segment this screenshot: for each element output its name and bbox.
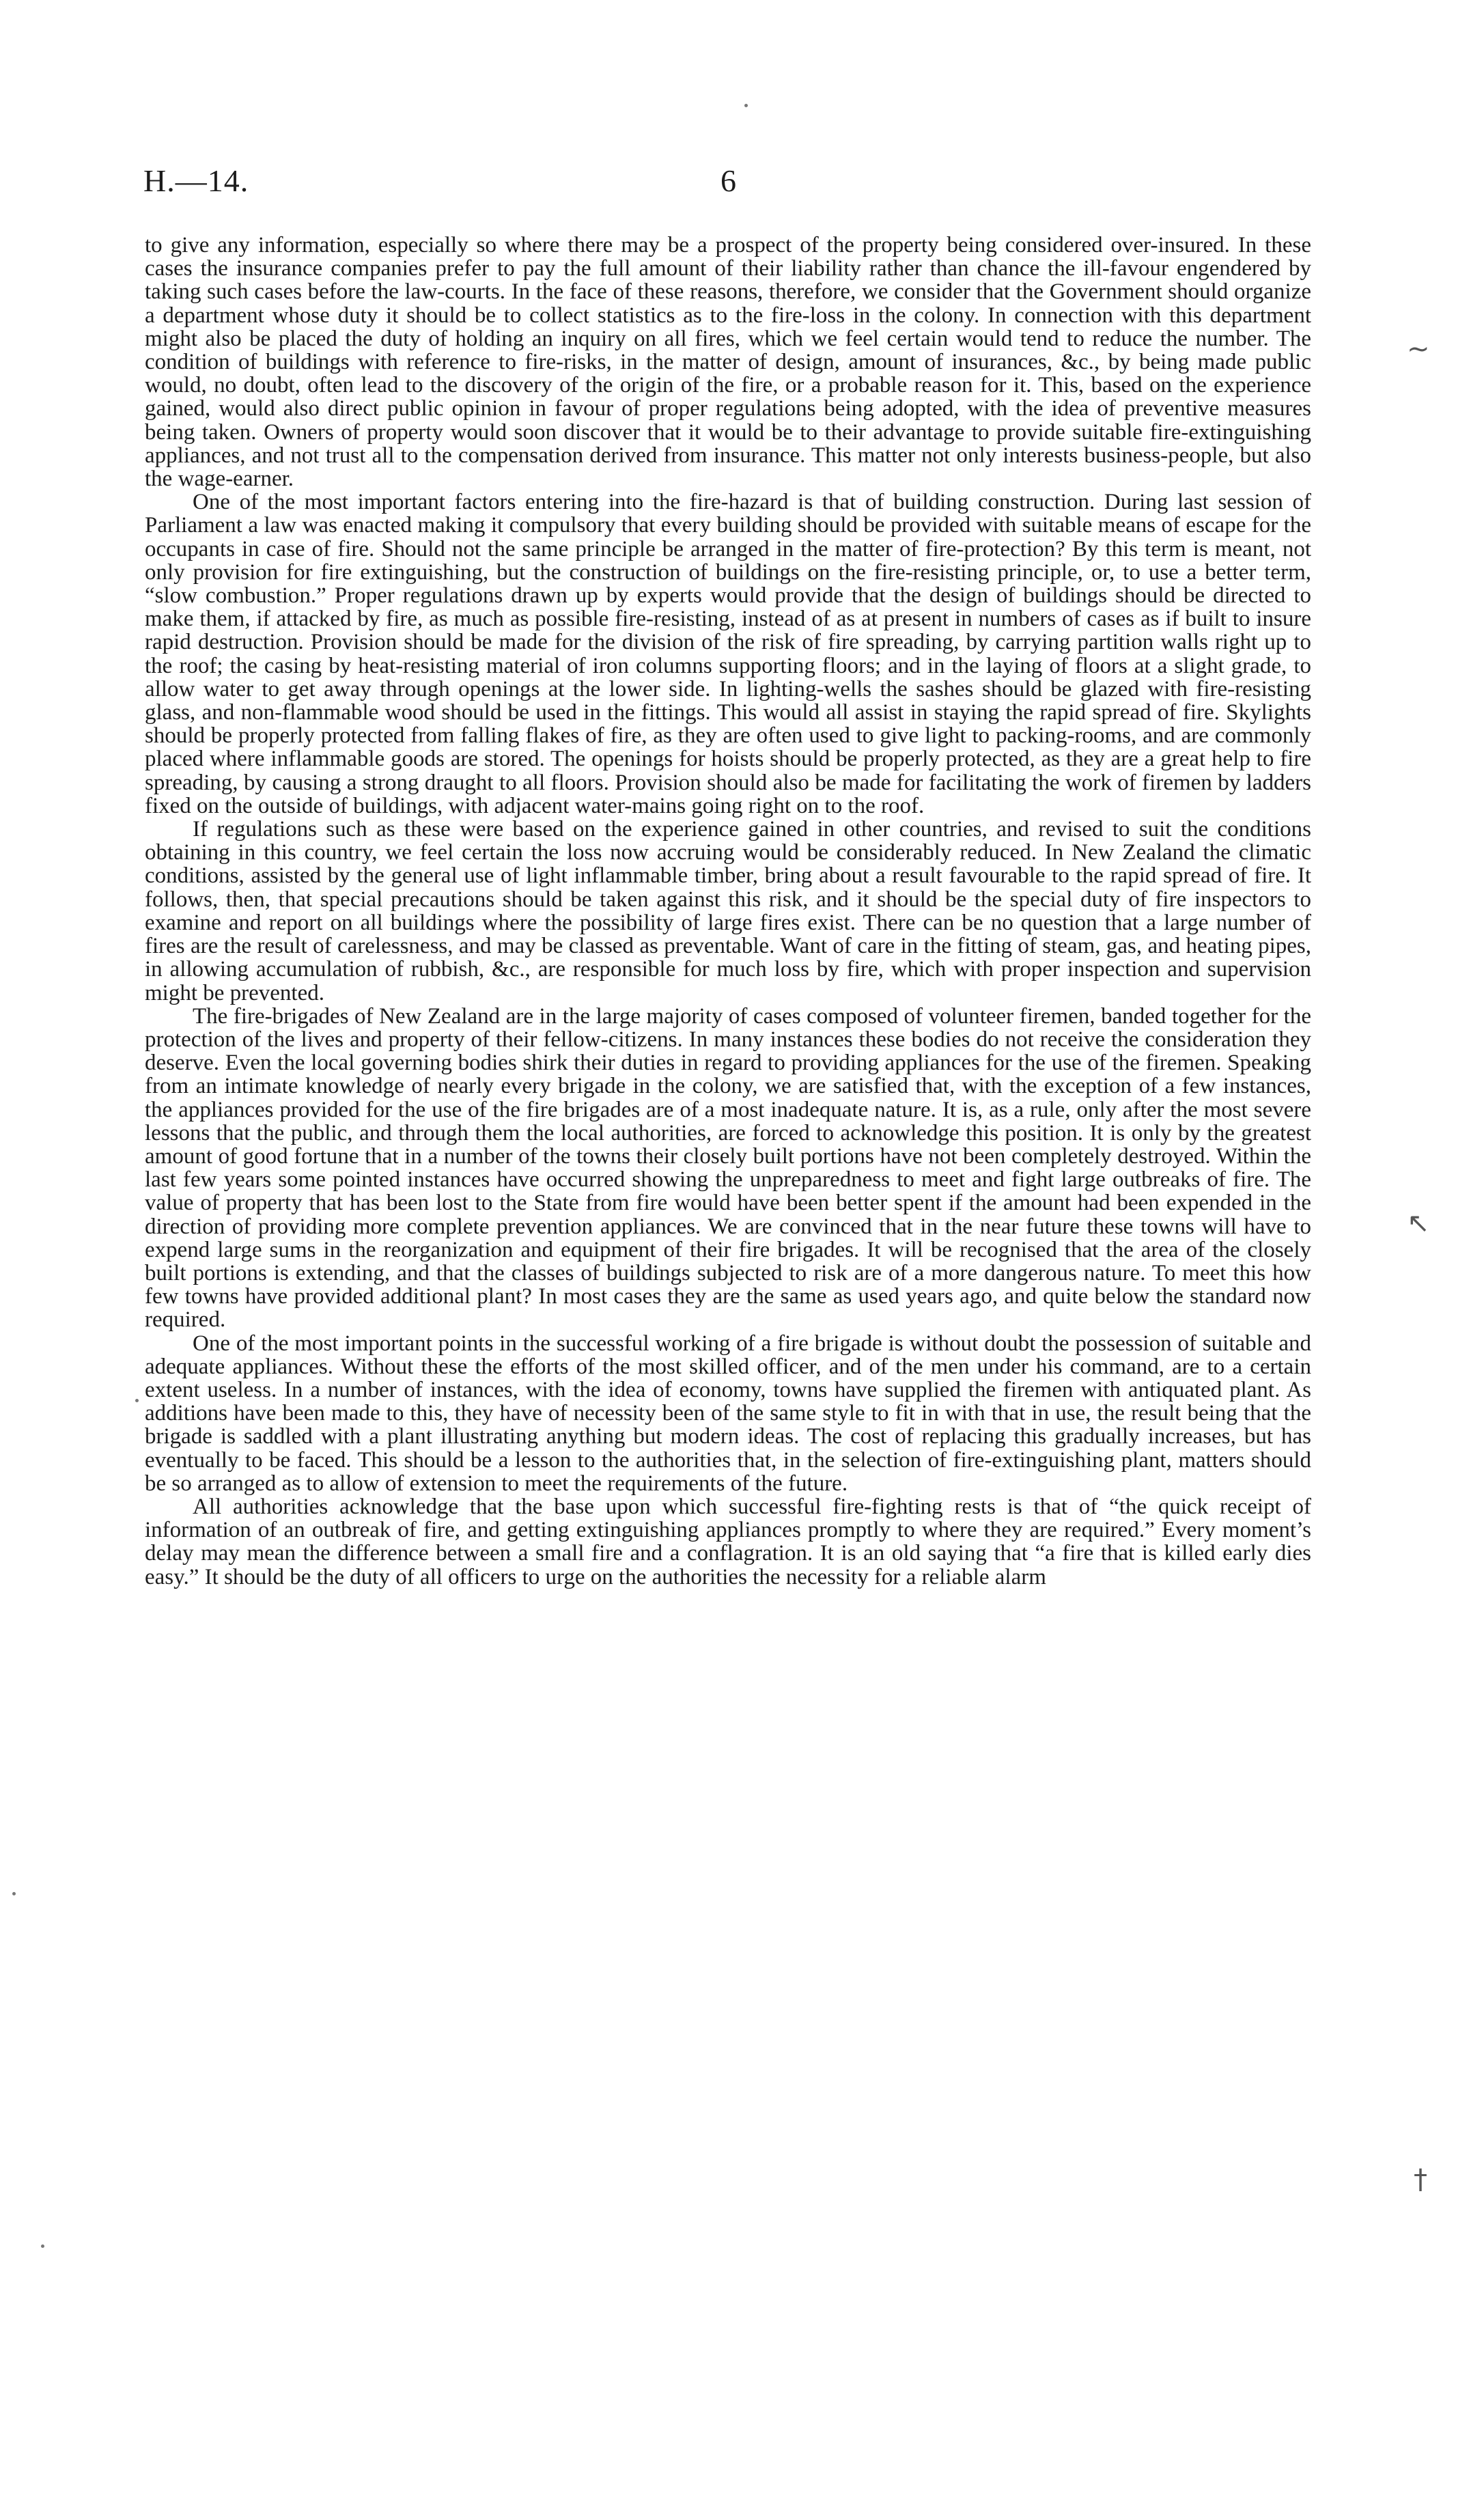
paragraph-2: One of the most important factors entering into the fire-hazard is that of building construction. During last session of Parliament a law was enacted making it compulsory that every building should be provided with suitable means of escape for the occupants in case of fire. Should not the same principle be arranged in the matter of fire-protection? By this term is meant, not only provision for fire extinguishing, but the construction of buildings on the fire-resisting principle, or, to use a better term, “slow combustion.” Proper regulations drawn up by experts would provide that the design of buildings should be directed to make them, if attacked by fire, as much as possible fire-resisting, instead of as at present in numbers of cases as if built to insure rapid destruction. Provision should be made for the division of the risk of fire spreading, by carrying partition walls right up to the roof; the casing by heat-resisting material of iron columns supporting floors; and in the laying of floors at a slight grade, to allow water to get away through openings at the lower side. In lighting-wells the sashes should be glazed with fire-resisting glass, and non-flammable wood should be used in the fittings. This would all assist in staying the rapid spread of fire. Skylights should be properly protected from falling flakes of fire, as they are often used to give light to packing-rooms, and are commonly placed where inflammable goods are stored. The openings for hoists should be properly protected, as they are a great help to fire spreading, by causing a strong draught to all floors. Provision should also be made for facilitating the work of firemen by ladders fixed on the outside of buildings, with adjacent water-mains going right on to the roof. (145, 490, 1311, 818)
speck-mark (41, 2244, 44, 2248)
margin-pencil-mark: † (1414, 2164, 1427, 2195)
body-text (145, 234, 1311, 1589)
margin-pencil-mark: ~ (1407, 333, 1430, 365)
paragraph-3: If regulations such as these were based on the experience gained in other countries, and revised to suit the conditions obtaining in this country, we feel certain the loss now accruing would be considerably reduced. In New Zealand the climatic conditions, assisted by the general use of light inflammable timber, bring about a result favourable to the rapid spread of fire. It follows, then, that special precautions should be taken against this risk, and it should be the special duty of fire inspectors to examine and report on all buildings where the possibility of large fires exist. There can be no question that a large number of fires are the result of carelessness, and may be classed as preventable. Want of care in the fitting of steam, gas, and heating pipes, in allowing accumulation of rubbish, &c., are responsible for much loss by fire, which with proper inspection and supervision might be prevented. (145, 817, 1311, 1005)
margin-pencil-mark: ↖ (1407, 1208, 1430, 1239)
page-header (143, 163, 1304, 210)
speck-mark (744, 104, 748, 107)
paragraph-1: to give any information, especially so where there may be a prospect of the property being considered over-insured. In these cases the insurance companies prefer to pay the full amount of their liability rather than chance the ill-favour engendered by taking such cases before the law-courts. In the face of these reasons, therefore, we consider that the Government should organize a department whose duty it should be to collect statistics as to the fire-loss in the colony. In connection with this department might also be placed the duty of holding an inquiry on all fires, which we feel certain would tend to reduce the number. The condition of buildings with reference to fire-risks, in the matter of design, amount of insurances, &c., by being made public would, no doubt, often lead to the discovery of the origin of the fire, or a probable reason for it. This, based on the experience gained, would also direct public opinion in favour of proper regulations being adopted, with the idea of preventive measures being taken. Owners of property would soon discover that it would be to their advantage to provide suitable fire-extinguishing appliances, and not trust all to the compensation derived from insurance. This matter not only interests business-people, but also the wage-earner. (145, 233, 1311, 492)
page-number: 6 (720, 163, 736, 198)
paragraph-6: All authorities acknowledge that the base upon which successful fire-fighting rests is that of “the quick receipt of information of an outbreak of fire, and getting extinguishing appliances promptly to where they are required.” Every moment’s delay may mean the difference between a small fire and a conflagration. It is an old saying that “a fire that is killed early dies easy.” It should be the duty of all officers to urge on the authorities the necessity for a reliable alarm (145, 1494, 1311, 1589)
paragraph-5: One of the most important points in the successful working of a fire brigade is without doubt the possession of suitable and adequate appliances. Without these the efforts of the most skilled officer, and of the men under his command, are to a certain extent useless. In a number of instances, with the idea of economy, towns have supplied the firemen with antiquated plant. As additions have been made to this, they have of necessity been of the same style to fit in with that in use, the result being that the brigade is saddled with a plant illustrating anything but modern ideas. The cost of replacing this gradually increases, but has eventually to be faced. This should be a lesson to the authorities that, in the selection of fire-extinguishing plant, matters should be so arranged as to allow of extension to meet the requirements of the future. (145, 1331, 1311, 1496)
speck-mark (135, 1399, 139, 1402)
document-reference: H.—14. (143, 163, 249, 198)
speck-mark (12, 1892, 16, 1895)
paragraph-4: The fire-brigades of New Zealand are in the large majority of cases composed of volunteer firemen, banded together for the protection of the lives and property of their fellow-citizens. In many instances these bodies do not receive the consideration they deserve. Even the local governing bodies shirk their duties in regard to providing appliances for the use of the firemen. Speaking from an intimate knowledge of nearly every brigade in the colony, we are satisfied that, with the exception of a few instances, the appliances provided for the use of the fire brigades are of a most inadequate nature. It is, as a rule, only after the most severe lessons that the public, and through them the local authorities, are forced to acknowledge this position. It is only by the greatest amount of good fortune that in a number of the towns their closely built portions have not been completely destroyed. Within the last few years some pointed instances have occurred showing the unpreparedness to meet and fight large outbreaks of fire. The value of property that has been lost to the State from fire would have been better spent if the amount had been expended in the direction of providing more complete prevention appliances. We are convinced that in the near future these towns will have to expend large sums in the reorganization and equipment of their fire brigades. It will be recognised that the area of the closely built portions is extending, and that the classes of buildings subjected to risk are of a more dangerous nature. To meet this how few towns have provided additional plant? In most cases they are the same as used years ago, and quite below the standard now required. (145, 1003, 1311, 1333)
